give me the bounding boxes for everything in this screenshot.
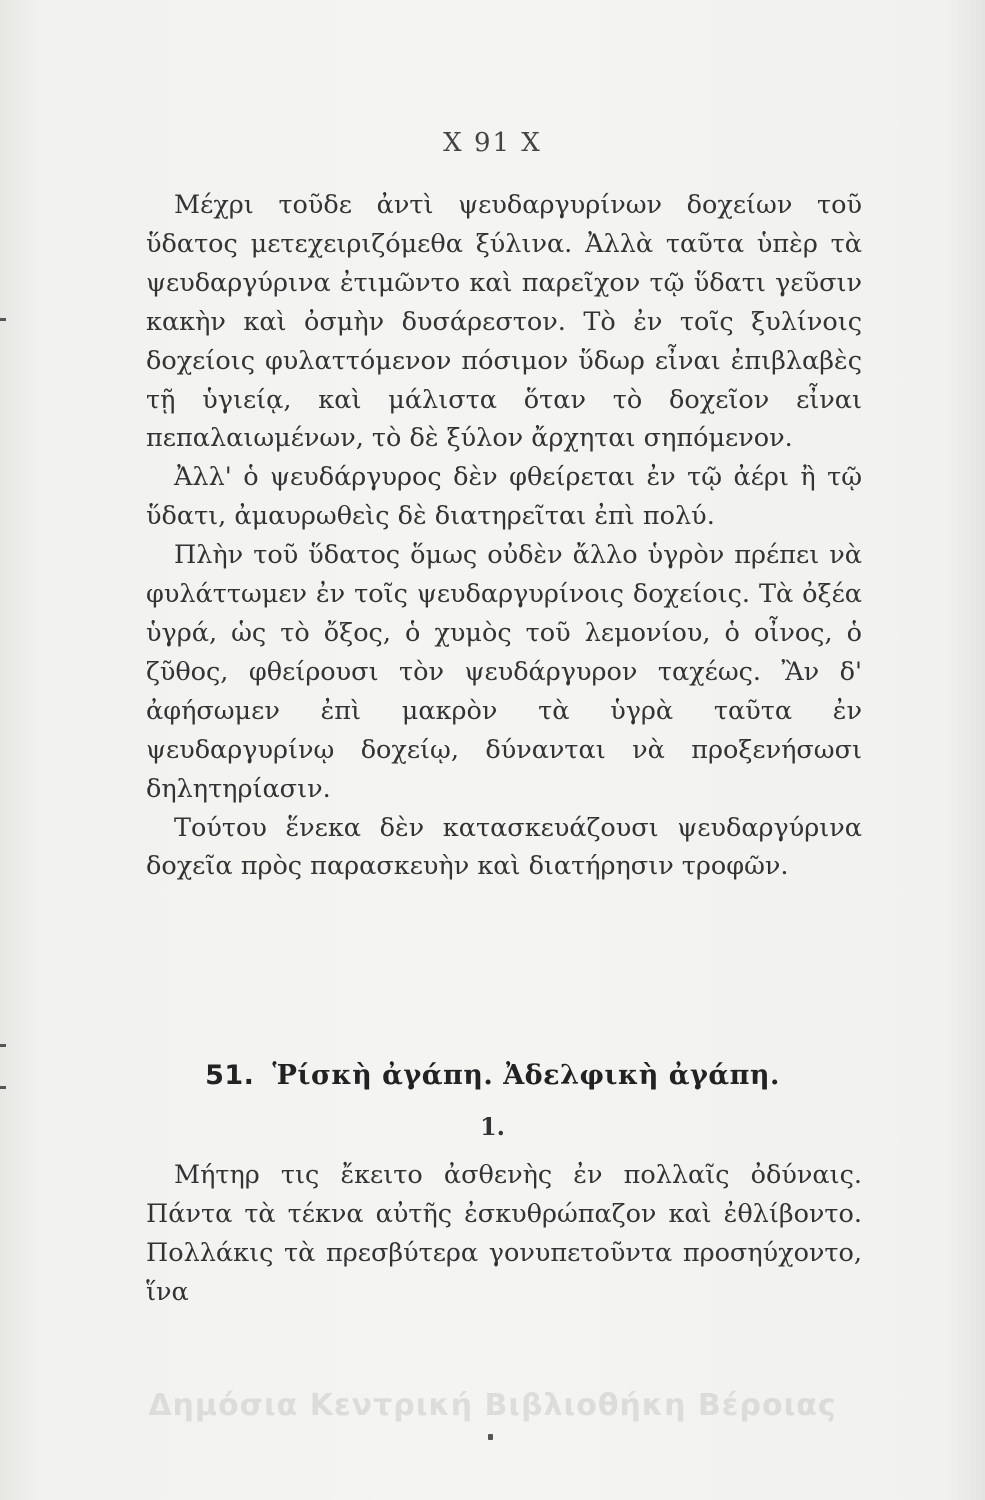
section-number: 51. xyxy=(205,1060,255,1091)
library-watermark: Δημόσια Κεντρική Βιβλιοθήκη Βέροιας xyxy=(148,1388,837,1423)
subsection-number: 1. xyxy=(479,1112,506,1141)
paragraph: Πλὴν τοῦ ὕδατος ὅμως οὐδὲν ἄλλο ὑγρὸν πρέπει νὰ φυλάττωμεν ἐν τοῖς ψευδαργυρίνοις δοχείοις. Τὰ ὀξέα ὑγρά, ὡς τὸ ὄξος, ὁ χυμὸς τοῦ λεμονίου, ὁ οἶνος, ὁ ζῦθος, φθείρουσι τὸν ψευδάργυρον ταχέως. Ἂν δ' ἀφήσωμεν ἐπὶ μακρὸν τὰ ὑγρὰ ταῦτα ἐν ψευδαργυρίνῳ δοχείῳ, δύνανται νὰ προξενήσωσι δηλητηρίασιν. xyxy=(146,540,862,804)
paragraph: Μέχρι τοῦδε ἀντὶ ψευδαργυρίνων δοχείων τοῦ ὕδατος μετεχειριζόμεθα ξύλινα. Ἀλλὰ ταῦτα ὑπὲρ τὰ ψευδαργύρινα ἐτιμῶντο καὶ παρεῖχον τῷ ὕδατι γεῦσιν κακὴν καὶ ὀσμὴν δυσάρεστον. Τὸ ἐν τοῖς ξυλίνοις δοχείοις φυλαττόμενον πόσιμον ὕδωρ εἶναι ἐπιβλαβὲς τῇ ὑγιείᾳ, καὶ μάλιστα ὅταν τὸ δοχεῖον εἶναι πεπαλαιωμένων, τὸ δὲ ξύλον ἄρχηται σηπόμενον. xyxy=(146,190,862,454)
body-text-block xyxy=(146,186,862,886)
paragraph: Μήτηρ τις ἔκειτο ἀσθενὴς ἐν πολλαῖς ὀδύναις. Πάντα τὰ τέκνα αὐτῆς ἐσκυθρώπαζον καὶ ἐθλίβοντο. Πολλάκις τὰ πρεσβύτερα γονυπετοῦντα προσηύχοντο, ἵνα xyxy=(146,1160,862,1307)
binding-mark xyxy=(0,1044,6,1047)
binding-mark xyxy=(0,318,6,321)
section-heading xyxy=(0,1060,985,1091)
print-mark xyxy=(488,1434,493,1440)
page-number: Χ 91 Χ xyxy=(443,128,542,158)
body-text-block xyxy=(146,1156,862,1312)
paragraph: Ἀλλ' ὁ ψευδάργυρος δὲν φθείρεται ἐν τῷ ἀέρι ἢ τῷ ὕδατι, ἀμαυρωθεὶς δὲ διατηρεῖται ἐπὶ πολύ. xyxy=(146,462,862,532)
section-title: Ῥίσκὴ ἀγάπη. Ἀδελφικὴ ἀγάπη. xyxy=(272,1060,780,1091)
paragraph: Τούτου ἕνεκα δὲν κατασκευάζουσι ψευδαργύρινα δοχεῖα πρὸς παρασκευὴν καὶ διατήρησιν τροφῶν. xyxy=(146,812,862,882)
